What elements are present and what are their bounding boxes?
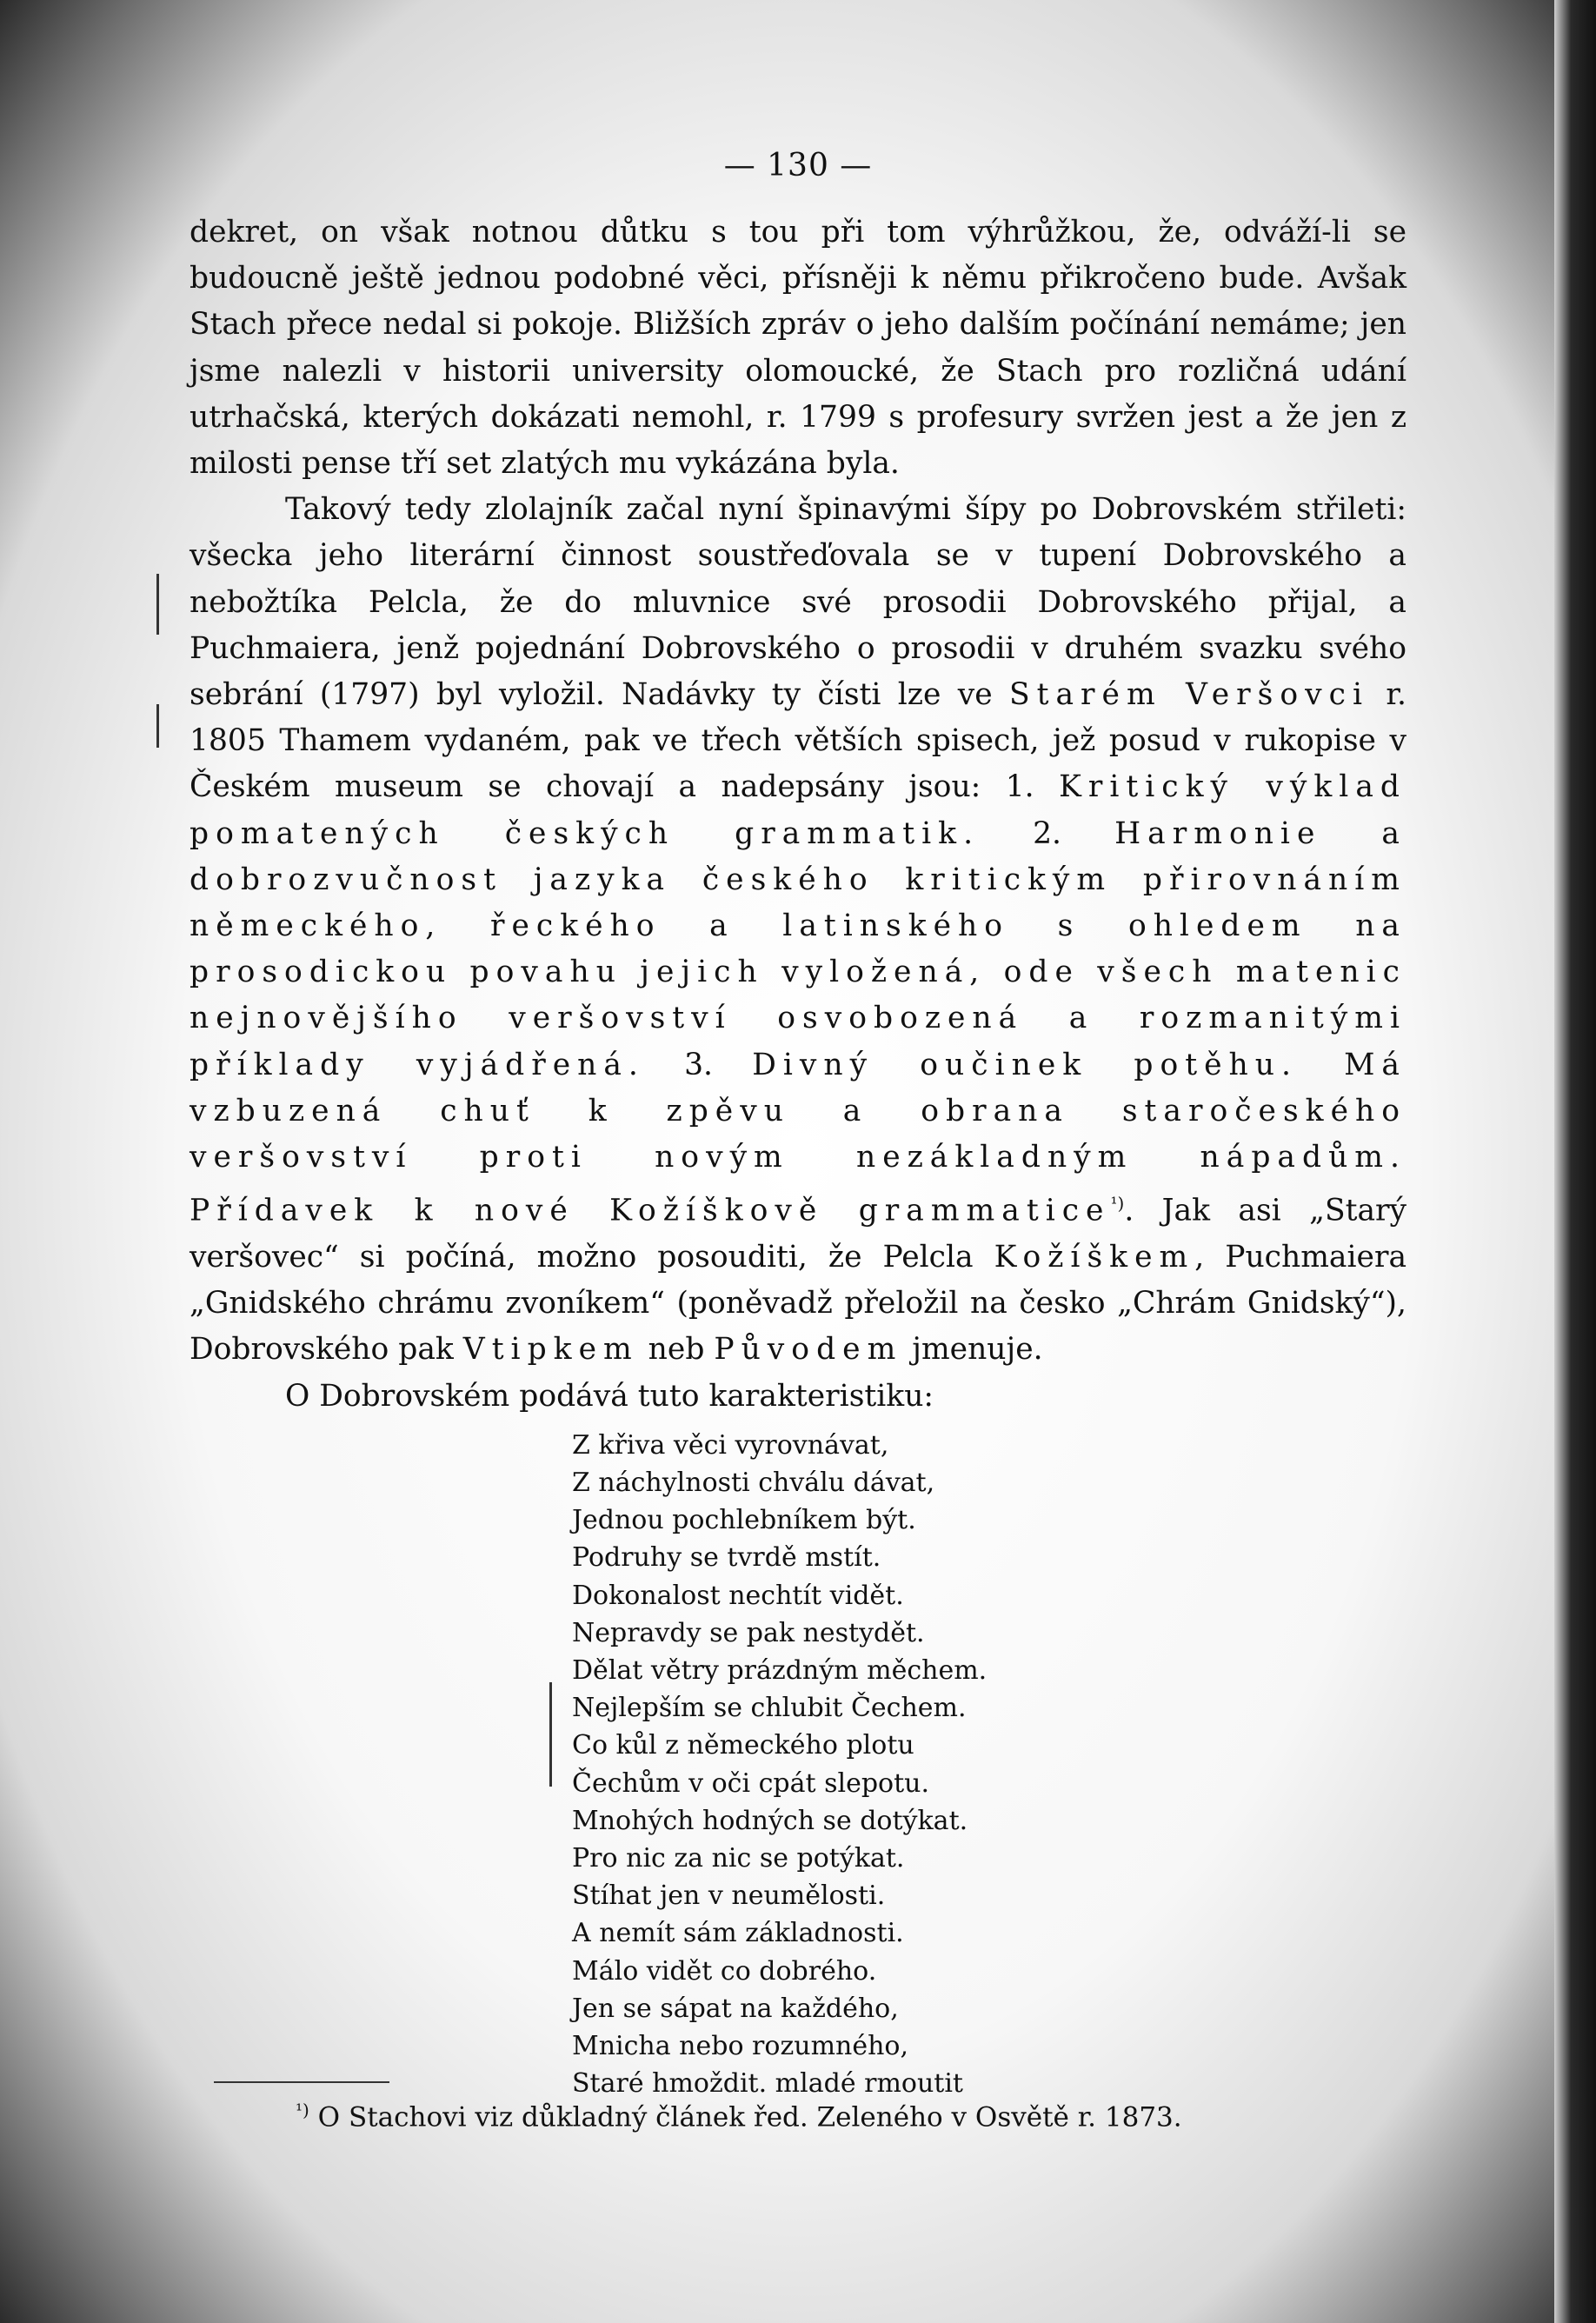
emphasized-title: Kritický výklad pomatených českých grammatik. [190,769,1406,851]
emphasized-title: Divný oučinek potěhu. Má vzbuzená chuť k zpěvu a obrana staročeského veršovství proti novým nezákladným nápadům. Přídavek k nové Kožíškově grammatice [190,1047,1407,1228]
poem-line: Jednou pochlebníkem být. [572,1505,916,1536]
margin-mark [156,704,159,748]
text-run: r. 1805 Thamem vydaném, pak ve třech větších spisech, jež posud v rukopise v Českém museum se chovají a nadepsány jsou: 1. [190,677,1406,805]
poem-line: Dělat větry prázdným měchem. [572,1655,988,1686]
poem-line: Mnohých hodných se dotýkat. [572,1805,968,1836]
poem-line: Nejlepším se chlubit Čechem. [572,1693,967,1724]
poem-line: Jen se sápat na každého, [572,1993,899,2024]
footnote-rule [214,2081,389,2083]
paragraph [190,487,1406,1373]
text-run: . Jak asi „Starý veršovec“ si počíná, možno posouditi, že Pelcla [190,1193,1406,1275]
poem-line: Staré hmoždit. mladé rmoutit [572,2068,963,2100]
poem-line: Pro nic za nic se potýkat. [572,1843,905,1874]
page-number: — 130 — [723,148,873,183]
text-run: jmenuje. [902,1332,1043,1368]
margin-mark [156,574,159,635]
characteristic-intro: O Dobrovském podává tuto karakteristiku: [285,1378,934,1414]
poem-line: Čechům v oči cpát slepotu. [572,1767,930,1799]
poem-line: Nepravdy se pak nestydět. [572,1617,925,1648]
footnote-text: O Stachovi viz důkladný článek řed. Zeleného v Osvětě r. 1873. [309,2101,1182,2133]
emphasized-title: Starém Veršovci [1008,677,1369,713]
poem-line: Stíhat jen v neumělosti. [572,1880,886,1912]
text-run: dekret, on však notnou důtku s tou při tom výhrůžkou, že, odváží-li se budoucně ještě jednou podobné věci, přísněji k němu přikročeno bude. Avšak Stach přece nedal si pokoje. Bližších zpráv o jeho dalším počínání nemáme; jen jsme nalezli v historii university olomoucké, že Stach pro rozličná udání utrhačská, kterých dokázati nemohl, r. 1799 s profesury svržen jest a že jen z milosti pense tří set zlatých mu vykázána byla. [190,215,1406,482]
footnote [296,2088,1182,2139]
poem-line: Mnicha nebo rozumného, [572,2031,909,2062]
text-run: 3. [644,1047,753,1082]
poem-line: Podruhy se tvrdě mstít. [572,1542,881,1574]
poem-line: Dokonalost nechtít vidět. [572,1580,904,1611]
footnote-mark: ¹) [296,2100,309,2120]
emphasized-title: Harmonie a dobrozvučnost jazyka českého kritickým přirovnáním německého, řeckého a latinského s ohledem na prosodickou povahu jejich vyložená, ode všech matenic nejnovějšího veršovství osvobozená a rozmanitými příklady vyjádřená. [190,815,1406,1082]
book-page [190,148,1406,2102]
emphasized-title: Vtipkem [462,1332,639,1368]
book-edge-shadow [1554,0,1596,2323]
text-run: , Puchmaiera „Gnidského chrámu zvoníkem“ (poněvadž přeložil na česko „Chrám Gnidský“), Dobrovského pak [190,1239,1407,1368]
text-run: neb [638,1332,715,1368]
poem-line: Z náchylnosti chválu dávat, [572,1467,935,1498]
text-run: 2. [980,815,1115,851]
text-run: Takový tedy zlolajník začal nyní špinavými šípy po Dobrovském střileti: všecka jeho literární činnost soustřeďovala se v tupení Dobrovského a nebožtíka Pelcla, že do mluvnice své prosodii Dobrovského přijal, a Puchmaiera, jenž pojednání Dobrovského o prosodii v druhém svazku svého sebrání (1797) byl vyložil. Nadávky ty čísti lze ve [190,492,1406,713]
poem-line: Co kůl z německého plotu [572,1730,914,1761]
emphasized-title: Kožíškem [994,1239,1195,1275]
paragraph [190,210,1406,487]
footnote-ref: ¹) [1110,1193,1125,1215]
poem-line: A nemít sám základnosti. [572,1918,904,1949]
poem [572,1427,1406,2103]
poem-line: Málo vidět co dobrého. [572,1955,877,1987]
poem-line: Z křiva věci vyrovnávat, [572,1429,889,1461]
body-text [190,210,1406,1374]
emphasized-title: Původem [714,1332,903,1368]
